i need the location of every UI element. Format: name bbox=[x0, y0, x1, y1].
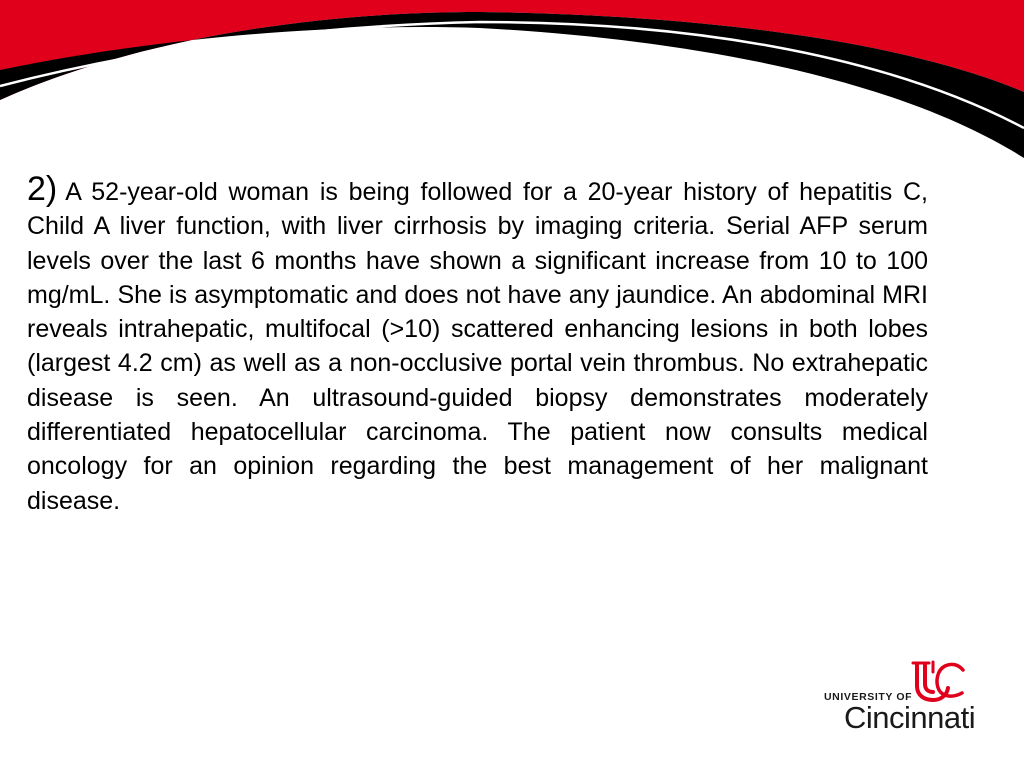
uc-logo-mark-icon bbox=[911, 660, 967, 702]
university-of-cincinnati-logo bbox=[818, 660, 983, 740]
question-number: 2) bbox=[27, 170, 58, 208]
header-banner bbox=[0, 0, 1024, 170]
question-text: A 52-year-old woman is being followed for a 20-year history of hepatitis C, Child A liver function, with liver cirrhosis by imaging criteria. Serial AFP serum levels over the last 6 months have shown a significant increase from 10 to 100 mg/mL. She is asymptomatic and does not have any jaundice. An abdominal MRI reveals intrahepatic, multifocal (>10) scattered enhancing lesions in both lobes (largest 4.2 cm) as well as a non-occlusive portal vein thrombus. No extrahepatic disease is seen. An ultrasound-guided biopsy demonstrates moderately differentiated hepatocellular carcinoma. The patient now consults medical oncology for an opinion regarding the best management of her malignant disease. bbox=[27, 178, 928, 515]
logo-university-of-text: UNIVERSITY OF bbox=[824, 691, 913, 703]
logo-cincinnati-text: Cincinnati bbox=[844, 700, 976, 735]
question-paragraph bbox=[27, 172, 928, 518]
